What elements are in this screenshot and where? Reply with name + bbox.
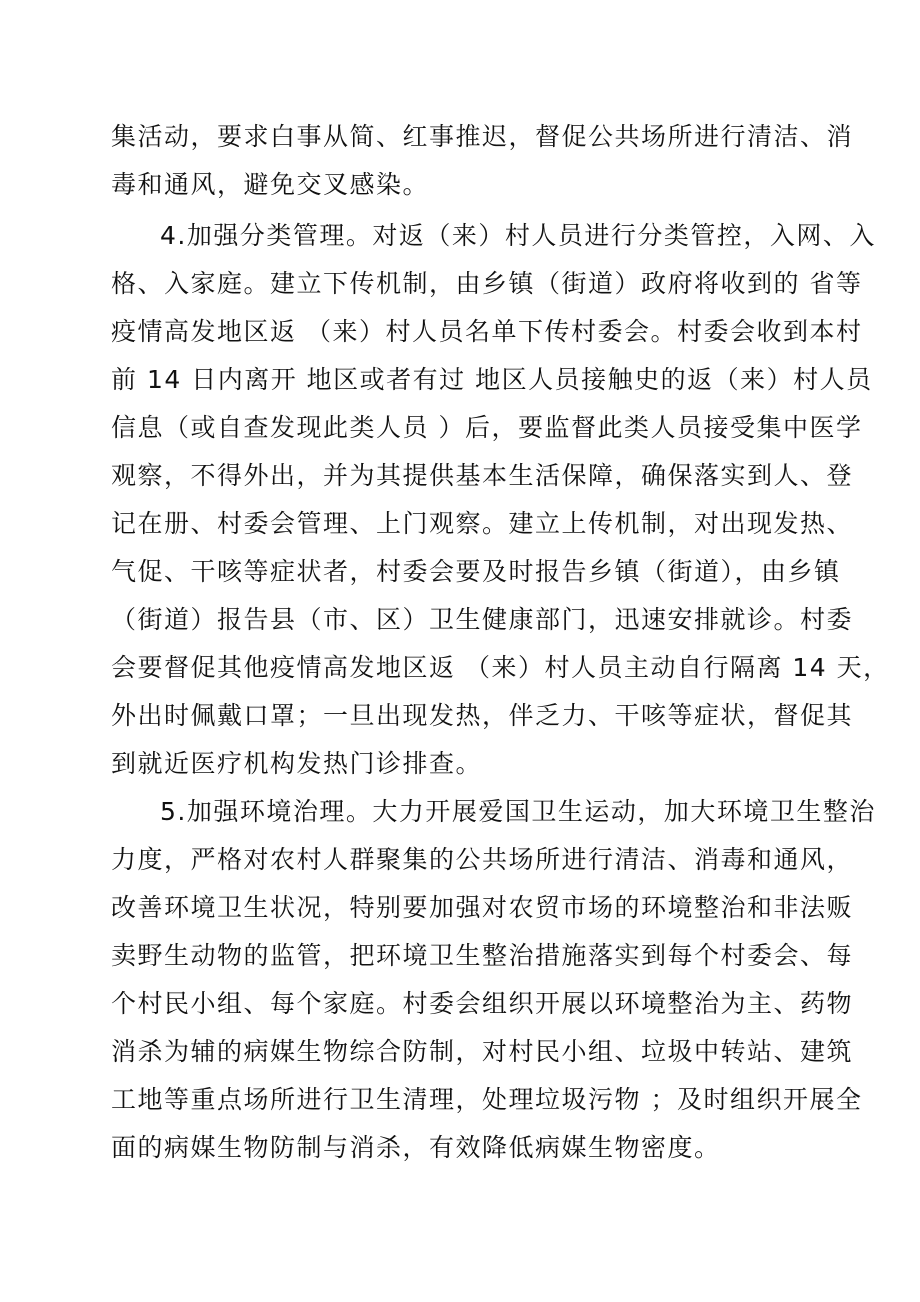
paragraph-3-line-1: 5.加强环境治理。大力开展爱国卫生运动，加大环境卫生整治 [160,797,876,826]
paragraph-2-line-8: 气促、干咳等症状者，村委会要及时报告乡镇（街道），由乡镇 [111,557,841,586]
paragraph-3-line-3: 改善环境卫生状况，特别要加强对农贸市场的环境整治和非法贩 [111,893,854,922]
paragraph-2-line-10: 会要督促其他疫情高发地区返 （来）村人员主动自行隔离 14 天， [111,653,890,682]
paragraph-3-line-5: 个村民小组、每个家庭。村委会组织开展以环境整治为主、药物 [111,989,854,1018]
paragraph-2-line-6: 观察，不得外出，并为其提供基本生活保障，确保落实到人、登 [111,461,854,490]
paragraph-2-line-11: 外出时佩戴口罩；一旦出现发热，伴乏力、干咳等症状，督促其 [111,701,854,730]
paragraph-2-line-12: 到就近医疗机构发热门诊排查。 [111,749,483,778]
paragraph-3-line-7: 工地等重点场所进行卫生清理，处理垃圾污物 ；及时组织开展全 [111,1085,863,1114]
paragraph-1-line-1: 集活动，要求白事从简、红事推迟，督促公共场所进行清洁、消 [111,122,854,151]
paragraph-2-line-1: 4.加强分类管理。对返（来）村人员进行分类管控，入网、入 [160,221,876,250]
paragraph-2-line-4: 前 14 日内离开 地区或者有过 地区人员接触史的返（来）村人员 [111,365,873,394]
paragraph-3-line-4: 卖野生动物的监管，把环境卫生整治措施落实到每个村委会、每 [111,941,854,970]
paragraph-2-line-3: 疫情高发地区返 （来）村人员名单下传村委会。村委会收到本村 [111,317,863,346]
paragraph-2-line-2: 格、入家庭。建立下传机制，由乡镇（街道）政府将收到的 省等 [111,269,863,298]
paragraph-1-line-2: 毒和通风，避免交叉感染。 [111,170,430,199]
paragraph-2-line-5: 信息（或自查发现此类人员 ）后，要监督此类人员接受集中医学 [111,413,863,442]
paragraph-3-line-2: 力度，严格对农村人群聚集的公共场所进行清洁、消毒和通风， [111,845,854,874]
paragraph-2-line-9: （街道）报告县（市、区）卫生健康部门，迅速安排就诊。村委 [111,605,854,634]
paragraph-2-line-7: 记在册、村委会管理、上门观察。建立上传机制，对出现发热、 [111,509,854,538]
paragraph-3-line-8: 面的病媒生物防制与消杀，有效降低病媒生物密度。 [111,1133,721,1162]
paragraph-3-line-6: 消杀为辅的病媒生物综合防制，对村民小组、垃圾中转站、建筑 [111,1037,854,1066]
